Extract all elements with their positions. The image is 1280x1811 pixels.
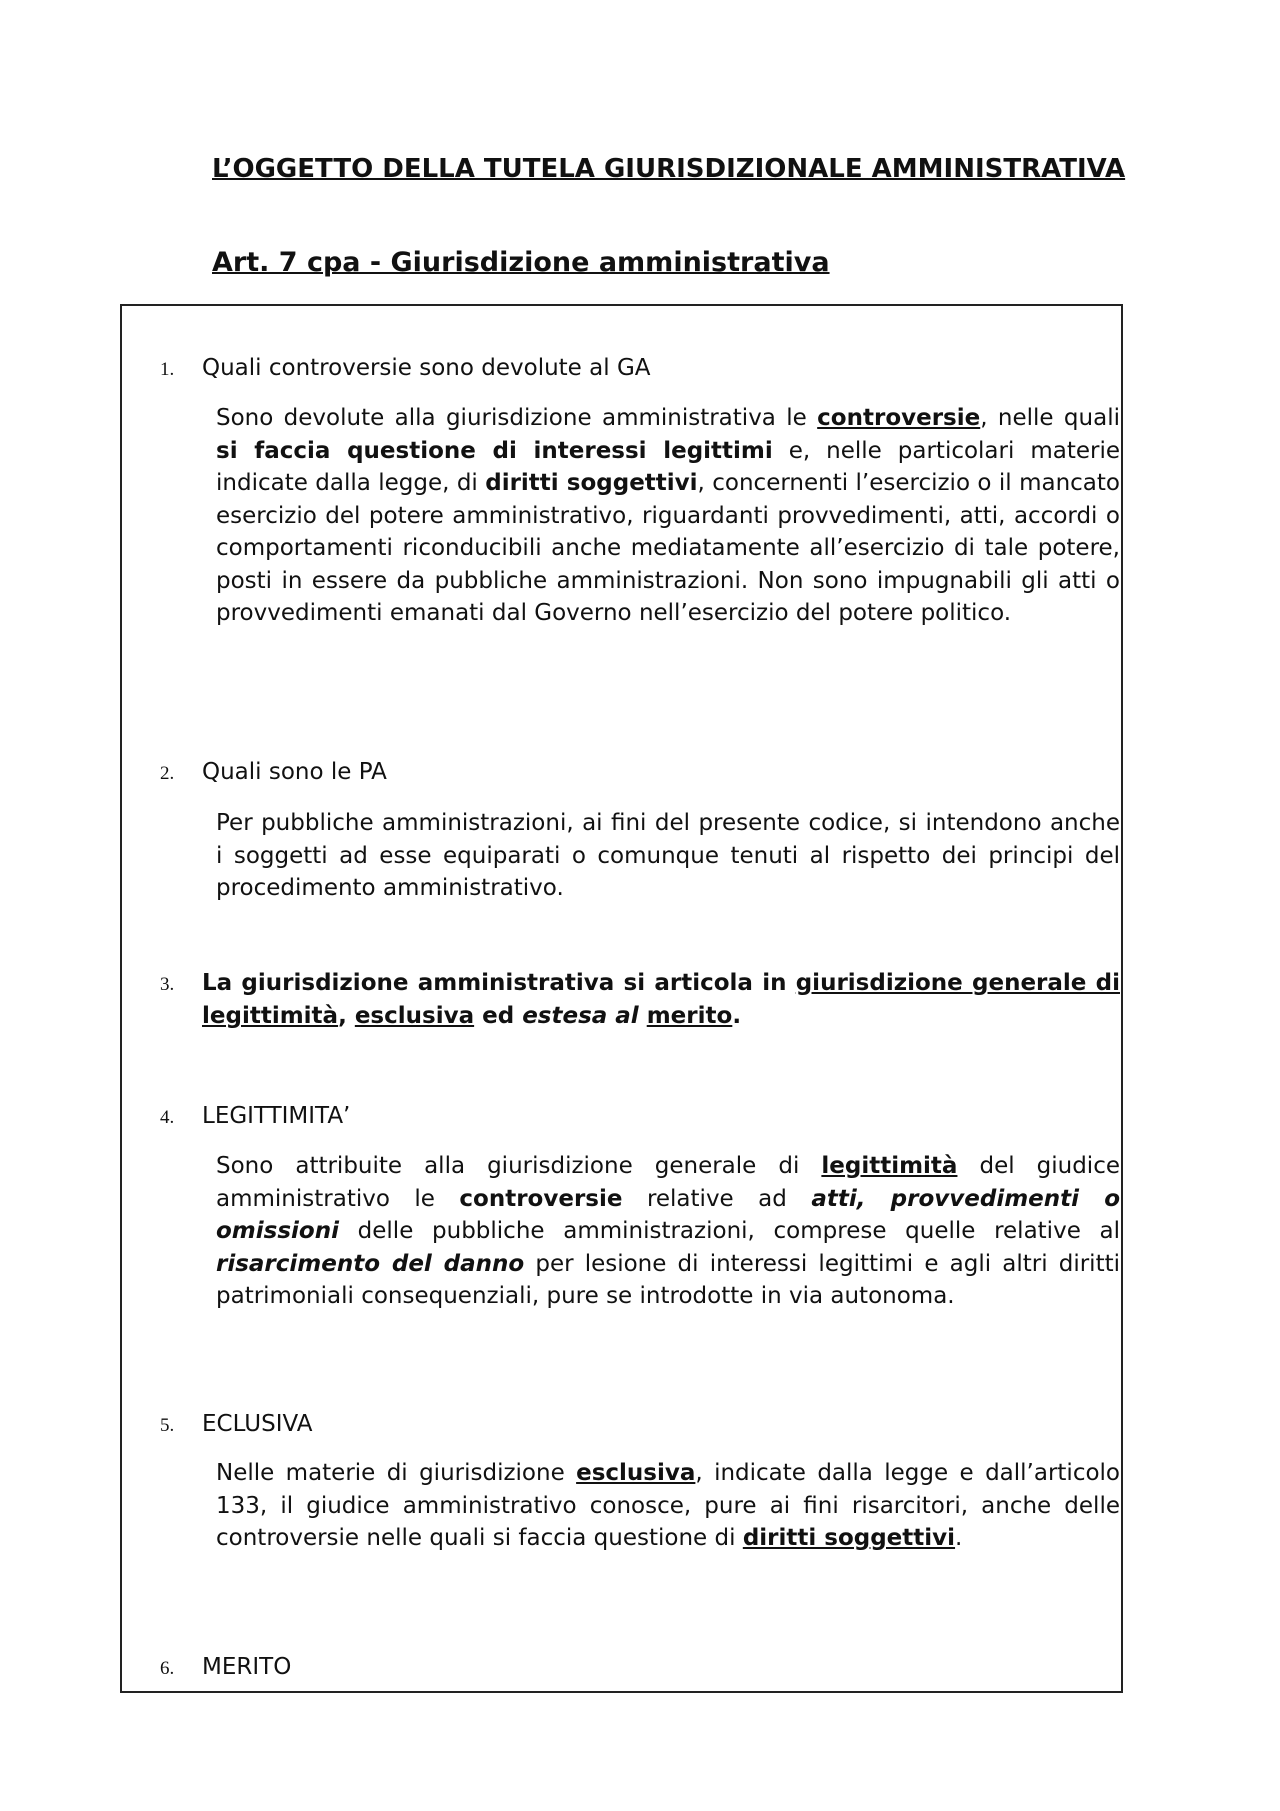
term-legittimita: legittimità <box>821 1153 958 1179</box>
list-item-6-heading <box>160 1651 1123 1684</box>
article-subtitle: Art. 7 cpa - Giurisdizione amministrativa <box>212 247 830 278</box>
term-controversie: controversie <box>459 1185 623 1212</box>
item-heading: MERITO <box>202 1654 292 1680</box>
list-number: 3. <box>160 974 175 995</box>
list-item-5-heading <box>160 1408 1123 1441</box>
list-item-3-body: La giurisdizione amministrativa si articola in giurisdizione generale di legittimità, esclusiva ed estesa al merito. <box>202 970 1120 1029</box>
term-controversie: controversie <box>817 405 981 431</box>
item-heading: ECLUSIVA <box>202 1411 313 1437</box>
document-title: L’OGGETTO DELLA TUTELA GIURISDIZIONALE AMMINISTRATIVA <box>212 154 1126 184</box>
term-atti-provvedimenti: atti, provvedimenti o omissioni <box>216 1185 1120 1244</box>
list-item-2-body: Per pubbliche amministrazioni, ai fini del presente codice, si intendono anche i soggetti ad esse equiparati o comunque tenuti al rispetto dei principi del procedimento amministrativo. <box>216 810 1120 901</box>
term-risarcimento: risarcimento del danno <box>216 1250 525 1277</box>
list-number: 5. <box>160 1415 175 1436</box>
list-item-5-body: Nelle materie di giurisdizione esclusiva, indicate dalla legge e dall’articolo 133, il giudice amministrativo conosce, pure ai fini risarcitori, anche delle controversie nelle quali si faccia questione di diritti soggettivi. <box>216 1460 1120 1551</box>
term-diritti-soggettivi: diritti soggettivi <box>485 470 698 496</box>
list-number: 2. <box>160 763 175 784</box>
list-item-4-heading <box>160 1100 1123 1133</box>
list-item-4-body: Sono attribuite alla giurisdizione generale di legittimità del giudice amministrativo le controversie relative ad atti, provvedimenti o omissioni delle pubbliche amministrazioni, comprese quelle relative al risarcimento del danno per lesione di interessi legittimi e agli altri diritti patrimoniali consequenziali, pure se introdotte in via autonoma. <box>216 1153 1120 1309</box>
term-diritti-soggettivi: diritti soggettivi <box>742 1525 956 1551</box>
list-item-3 <box>160 967 1120 1033</box>
term-esclusiva: esclusiva <box>576 1460 696 1486</box>
item-heading: Quali controversie sono devolute al GA <box>202 355 651 381</box>
list-item-1-heading <box>160 352 1123 385</box>
item-heading: LEGITTIMITA’ <box>202 1103 351 1129</box>
list-number: 6. <box>160 1658 175 1679</box>
list-item-1-body: Sono devolute alla giurisdizione amministrativa le controversie, nelle quali si faccia questione di interessi legittimi e, nelle particolari materie indicate dalla legge, di diritti soggettivi, concernenti l’esercizio o il mancato esercizio del potere amministrativo, riguardanti provvedimenti, atti, accordi o comportamenti riconducibili anche mediatamente all’esercizio di tale potere, posti in essere da pubbliche amministrazioni. Non sono impugnabili gli atti o provvedimenti emanati dal Governo nell’esercizio del potere politico. <box>216 405 1120 626</box>
list-number: 4. <box>160 1107 175 1128</box>
term-interessi-legittimi: si faccia questione di interessi legittimi <box>216 437 773 464</box>
item-heading: Quali sono le PA <box>202 759 387 785</box>
list-item-2-heading <box>160 756 1123 789</box>
list-number: 1. <box>160 359 175 380</box>
